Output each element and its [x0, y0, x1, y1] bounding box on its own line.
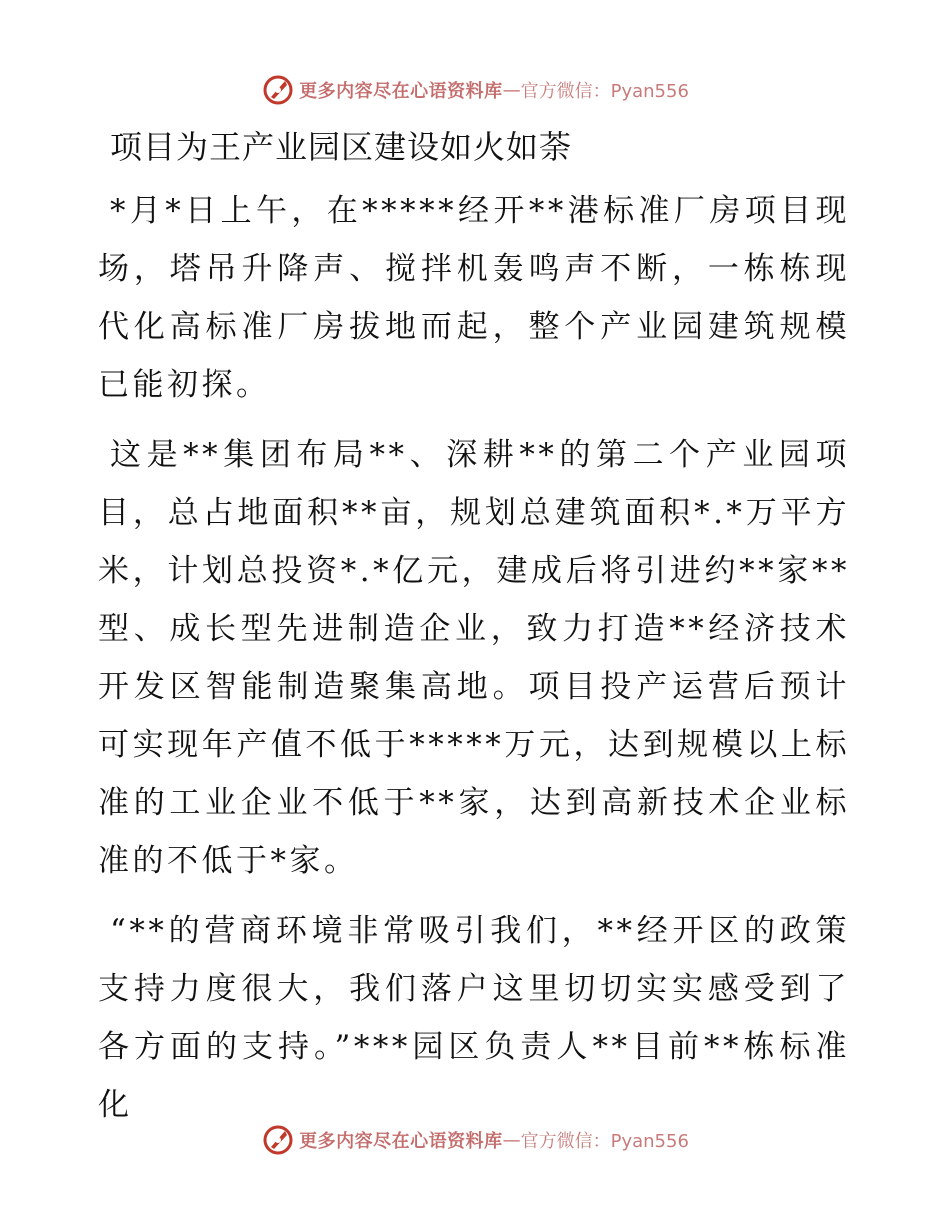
watermark-dash: — [502, 1129, 521, 1151]
header-watermark [0, 72, 950, 108]
footer-watermark [0, 1122, 950, 1158]
watermark-main-text: 更多内容尽在心语资料库 [299, 1131, 503, 1152]
document-title: 项目为王产业园区建设如火如荼 [110, 128, 573, 166]
paragraph: 这是**集团布局**、深耕**的第二个产业园项目，总占地面积**亩，规划总建筑面积*.*万平方米，计划总投资*.*亿元，建成后将引进约**家**型、成长型先进制造企业，致力打造**经济技术开发区智能制造聚集高地。项目投产运营后预计可实现年产值不低于*****万元，达到规模以上标准的工业企业不低于**家，达到高新技术企业标准的不低于*家。 [98, 437, 850, 879]
document-body [98, 118, 850, 1146]
paragraph: “**的营商环境非常吸引我们，**经开区的政策支持力度很大，我们落户这里切切实实感受到了各方面的支持。”***园区负责人**目前**栋标准化 [98, 913, 850, 1123]
paragraph: *月*日上午，在*****经开**港标准厂房项目现场，塔吊升降声、搅拌机轰鸣声不断，一栋栋现代化高标准厂房拔地而起，整个产业园建筑规模已能初探。 [98, 193, 850, 403]
watermark-main-text: 更多内容尽在心语资料库 [299, 81, 503, 102]
watermark-contact-text: 官方微信：Pyan556 [520, 81, 689, 102]
watermark-dash: — [502, 79, 521, 101]
quill-logo-icon [261, 1123, 295, 1157]
quill-logo-icon [261, 73, 295, 107]
watermark-contact-text: 官方微信：Pyan556 [520, 1131, 689, 1152]
